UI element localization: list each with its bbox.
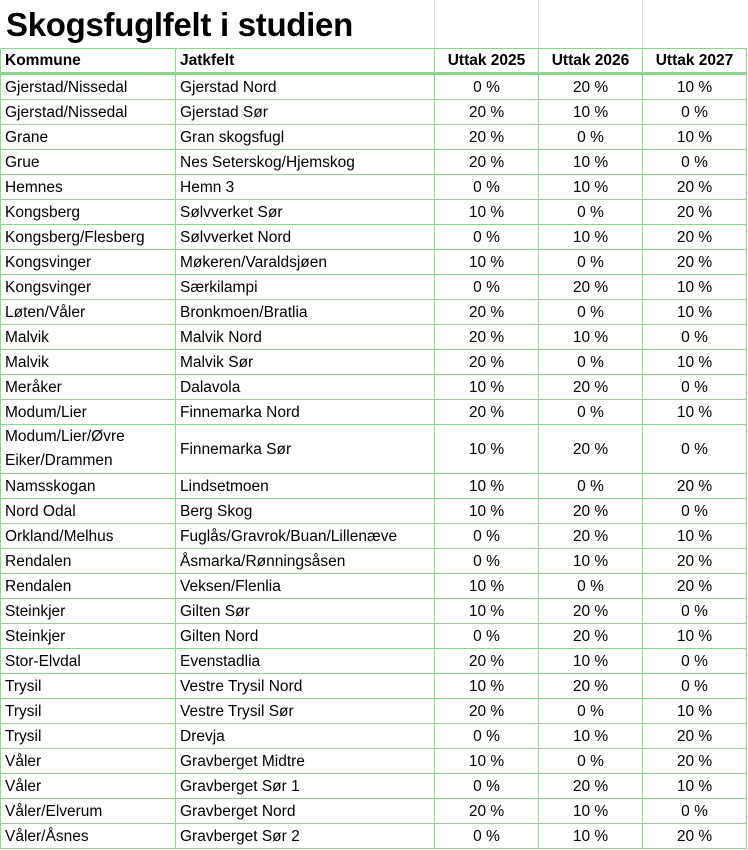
cell-uttak-2027[interactable]: 10 % xyxy=(643,350,747,375)
cell-kommune[interactable]: Kongsberg xyxy=(1,200,176,225)
cell-kommune[interactable]: Trysil xyxy=(1,699,176,724)
cell-uttak-2026[interactable]: 20 % xyxy=(539,524,643,549)
cell-uttak-2025[interactable]: 0 % xyxy=(435,175,539,200)
cell-uttak-2026[interactable]: 20 % xyxy=(539,74,643,100)
table-row xyxy=(1,799,747,824)
cell-jaktfelt[interactable]: Gjerstad Sør xyxy=(176,100,435,125)
cell-uttak-2025[interactable]: 10 % xyxy=(435,599,539,624)
header-kommune[interactable]: Kommune xyxy=(1,49,176,74)
cell-uttak-2025[interactable]: 20 % xyxy=(435,350,539,375)
cell-uttak-2027[interactable]: 20 % xyxy=(643,824,747,849)
cell-jaktfelt[interactable]: Gilten Nord xyxy=(176,624,435,649)
table-row xyxy=(1,549,747,574)
table-row xyxy=(1,824,747,849)
cell-jaktfelt[interactable]: Gilten Sør xyxy=(176,599,435,624)
cell-uttak-2025[interactable]: 10 % xyxy=(435,574,539,599)
cell-uttak-2027[interactable]: 0 % xyxy=(643,674,747,699)
cell-uttak-2027[interactable]: 0 % xyxy=(643,499,747,524)
cell-uttak-2027[interactable]: 20 % xyxy=(643,749,747,774)
cell-jaktfelt[interactable]: Gravberget Midtre xyxy=(176,749,435,774)
cell-jaktfelt[interactable]: Gravberget Nord xyxy=(176,799,435,824)
cell-uttak-2026[interactable]: 10 % xyxy=(539,225,643,250)
cell-kommune[interactable]: Rendalen xyxy=(1,574,176,599)
table-row xyxy=(1,474,747,499)
cell-uttak-2025[interactable]: 0 % xyxy=(435,624,539,649)
cell-uttak-2026[interactable]: 10 % xyxy=(539,325,643,350)
table-row xyxy=(1,275,747,300)
cell-uttak-2027[interactable]: 10 % xyxy=(643,524,747,549)
cell-jaktfelt[interactable]: Gravberget Sør 1 xyxy=(176,774,435,799)
cell-jaktfelt[interactable]: Gran skogsfugl xyxy=(176,125,435,150)
cell-jaktfelt[interactable]: Fuglås/Gravrok/Buan/Lillenæve xyxy=(176,524,435,549)
cell-kommune[interactable]: Malvik xyxy=(1,325,176,350)
cell-uttak-2026[interactable]: 10 % xyxy=(539,175,643,200)
cell-jaktfelt[interactable]: Malvik Sør xyxy=(176,350,435,375)
cell-uttak-2027[interactable]: 10 % xyxy=(643,624,747,649)
cell-kommune[interactable]: Våler/Elverum xyxy=(1,799,176,824)
cell-uttak-2026[interactable]: 0 % xyxy=(539,749,643,774)
cell-jaktfelt[interactable]: Vestre Trysil Sør xyxy=(176,699,435,724)
cell-uttak-2025[interactable]: 0 % xyxy=(435,549,539,574)
cell-kommune[interactable]: Våler xyxy=(1,774,176,799)
table-row xyxy=(1,524,747,549)
cell-uttak-2027[interactable]: 10 % xyxy=(643,275,747,300)
cell-kommune[interactable]: Grane xyxy=(1,125,176,150)
title-row xyxy=(0,0,748,48)
cell-uttak-2027[interactable]: 10 % xyxy=(643,300,747,325)
cell-kommune[interactable]: Steinkjer xyxy=(1,624,176,649)
cell-kommune[interactable]: Modum/Lier xyxy=(1,400,176,425)
cell-uttak-2025[interactable]: 0 % xyxy=(435,824,539,849)
cell-uttak-2025[interactable]: 10 % xyxy=(435,499,539,524)
cell-kommune[interactable]: Våler xyxy=(1,749,176,774)
table-row xyxy=(1,325,747,350)
table-row xyxy=(1,200,747,225)
cell-uttak-2025[interactable]: 10 % xyxy=(435,474,539,499)
cell-uttak-2026[interactable]: 0 % xyxy=(539,400,643,425)
cell-jaktfelt[interactable]: Malvik Nord xyxy=(176,325,435,350)
gridline xyxy=(538,0,539,48)
cell-uttak-2026[interactable]: 20 % xyxy=(539,499,643,524)
cell-uttak-2027[interactable]: 20 % xyxy=(643,250,747,275)
cell-uttak-2025[interactable]: 0 % xyxy=(435,524,539,549)
cell-uttak-2025[interactable]: 20 % xyxy=(435,400,539,425)
cell-uttak-2027[interactable]: 10 % xyxy=(643,699,747,724)
table-row xyxy=(1,774,747,799)
table-row xyxy=(1,649,747,674)
cell-kommune[interactable]: Kongsvinger xyxy=(1,275,176,300)
cell-uttak-2026[interactable]: 10 % xyxy=(539,549,643,574)
cell-kommune[interactable]: Trysil xyxy=(1,724,176,749)
table-row xyxy=(1,499,747,524)
cell-uttak-2027[interactable]: 10 % xyxy=(643,774,747,799)
cell-jaktfelt[interactable]: Sølvverket Sør xyxy=(176,200,435,225)
cell-kommune[interactable]: Grue xyxy=(1,150,176,175)
table-row xyxy=(1,250,747,275)
cell-jaktfelt[interactable]: Lindsetmoen xyxy=(176,474,435,499)
cell-uttak-2025[interactable]: 0 % xyxy=(435,74,539,100)
cell-uttak-2025[interactable]: 0 % xyxy=(435,724,539,749)
cell-kommune[interactable]: Gjerstad/Nissedal xyxy=(1,74,176,100)
cell-uttak-2026[interactable]: 10 % xyxy=(539,724,643,749)
cell-uttak-2027[interactable]: 20 % xyxy=(643,474,747,499)
cell-uttak-2026[interactable]: 10 % xyxy=(539,649,643,674)
page-title: Skogsfuglfelt i studien xyxy=(6,6,353,43)
cell-jaktfelt[interactable]: Drevja xyxy=(176,724,435,749)
table-row xyxy=(1,100,747,125)
cell-uttak-2025[interactable]: 20 % xyxy=(435,125,539,150)
table-row xyxy=(1,699,747,724)
cell-uttak-2025[interactable]: 20 % xyxy=(435,649,539,674)
cell-kommune[interactable]: Kongsberg/Flesberg xyxy=(1,225,176,250)
cell-jaktfelt[interactable]: Gjerstad Nord xyxy=(176,74,435,100)
cell-kommune[interactable]: Nord Odal xyxy=(1,499,176,524)
cell-jaktfelt[interactable]: Særkilampi xyxy=(176,275,435,300)
cell-kommune[interactable]: Modum/Lier/Øvre Eiker/Drammen xyxy=(1,425,176,474)
cell-jaktfelt[interactable]: Dalavola xyxy=(176,375,435,400)
cell-uttak-2025[interactable]: 10 % xyxy=(435,375,539,400)
cell-uttak-2027[interactable]: 20 % xyxy=(643,225,747,250)
cell-uttak-2026[interactable]: 20 % xyxy=(539,624,643,649)
cell-jaktfelt[interactable]: Møkeren/Varaldsjøen xyxy=(176,250,435,275)
cell-kommune[interactable]: Namsskogan xyxy=(1,474,176,499)
table-row xyxy=(1,225,747,250)
cell-uttak-2025[interactable]: 20 % xyxy=(435,699,539,724)
cell-uttak-2026[interactable]: 0 % xyxy=(539,200,643,225)
cell-uttak-2025[interactable]: 0 % xyxy=(435,774,539,799)
table-row xyxy=(1,599,747,624)
cell-jaktfelt[interactable]: Vestre Trysil Nord xyxy=(176,674,435,699)
data-table xyxy=(0,48,747,849)
cell-kommune[interactable]: Rendalen xyxy=(1,549,176,574)
cell-uttak-2026[interactable]: 0 % xyxy=(539,300,643,325)
cell-uttak-2027[interactable]: 10 % xyxy=(643,400,747,425)
table-header-row xyxy=(1,49,747,74)
cell-uttak-2025[interactable]: 10 % xyxy=(435,425,539,474)
cell-uttak-2025[interactable]: 10 % xyxy=(435,674,539,699)
cell-uttak-2026[interactable]: 0 % xyxy=(539,125,643,150)
cell-uttak-2027[interactable]: 10 % xyxy=(643,125,747,150)
cell-uttak-2027[interactable]: 20 % xyxy=(643,574,747,599)
table-row xyxy=(1,125,747,150)
cell-uttak-2025[interactable]: 20 % xyxy=(435,300,539,325)
cell-uttak-2026[interactable]: 20 % xyxy=(539,375,643,400)
cell-uttak-2027[interactable]: 0 % xyxy=(643,375,747,400)
cell-kommune[interactable]: Malvik xyxy=(1,350,176,375)
cell-uttak-2026[interactable]: 10 % xyxy=(539,100,643,125)
cell-kommune[interactable]: Gjerstad/Nissedal xyxy=(1,100,176,125)
cell-uttak-2025[interactable]: 20 % xyxy=(435,150,539,175)
cell-uttak-2026[interactable]: 10 % xyxy=(539,824,643,849)
cell-uttak-2027[interactable]: 0 % xyxy=(643,599,747,624)
cell-uttak-2025[interactable]: 10 % xyxy=(435,250,539,275)
cell-kommune[interactable]: Hemnes xyxy=(1,175,176,200)
cell-uttak-2027[interactable]: 0 % xyxy=(643,799,747,824)
cell-jaktfelt[interactable]: Gravberget Sør 2 xyxy=(176,824,435,849)
table-row xyxy=(1,300,747,325)
cell-jaktfelt[interactable]: Finnemarka Nord xyxy=(176,400,435,425)
table-row xyxy=(1,425,747,474)
cell-uttak-2026[interactable]: 20 % xyxy=(539,674,643,699)
cell-kommune[interactable]: Kongsvinger xyxy=(1,250,176,275)
cell-jaktfelt[interactable]: Berg Skog xyxy=(176,499,435,524)
gridline xyxy=(434,0,435,48)
cell-uttak-2026[interactable]: 20 % xyxy=(539,599,643,624)
cell-uttak-2026[interactable]: 20 % xyxy=(539,275,643,300)
cell-uttak-2025[interactable]: 20 % xyxy=(435,799,539,824)
header-uttak-2025[interactable]: Uttak 2025 xyxy=(435,49,539,74)
cell-kommune[interactable]: Løten/Våler xyxy=(1,300,176,325)
cell-uttak-2025[interactable]: 10 % xyxy=(435,749,539,774)
cell-jaktfelt[interactable]: Hemn 3 xyxy=(176,175,435,200)
table-row xyxy=(1,150,747,175)
header-uttak-2026[interactable]: Uttak 2026 xyxy=(539,49,643,74)
gridline xyxy=(642,0,643,48)
cell-jaktfelt[interactable]: Veksen/Flenlia xyxy=(176,574,435,599)
cell-kommune[interactable]: Stor-Elvdal xyxy=(1,649,176,674)
cell-uttak-2027[interactable]: 20 % xyxy=(643,549,747,574)
cell-kommune[interactable]: Steinkjer xyxy=(1,599,176,624)
cell-uttak-2026[interactable]: 20 % xyxy=(539,774,643,799)
cell-uttak-2025[interactable]: 0 % xyxy=(435,225,539,250)
cell-uttak-2027[interactable]: 0 % xyxy=(643,100,747,125)
cell-kommune[interactable]: Trysil xyxy=(1,674,176,699)
cell-uttak-2026[interactable]: 20 % xyxy=(539,425,643,474)
table-row xyxy=(1,749,747,774)
cell-uttak-2026[interactable]: 10 % xyxy=(539,150,643,175)
cell-uttak-2027[interactable]: 20 % xyxy=(643,175,747,200)
table-row xyxy=(1,724,747,749)
table-row xyxy=(1,624,747,649)
cell-jaktfelt[interactable]: Bronkmoen/Bratlia xyxy=(176,300,435,325)
cell-uttak-2027[interactable]: 20 % xyxy=(643,724,747,749)
table-row xyxy=(1,350,747,375)
cell-uttak-2027[interactable]: 0 % xyxy=(643,325,747,350)
cell-uttak-2027[interactable]: 10 % xyxy=(643,74,747,100)
cell-kommune[interactable]: Våler/Åsnes xyxy=(1,824,176,849)
cell-uttak-2025[interactable]: 20 % xyxy=(435,100,539,125)
cell-uttak-2026[interactable]: 0 % xyxy=(539,350,643,375)
cell-jaktfelt[interactable]: Sølvverket Nord xyxy=(176,225,435,250)
cell-jaktfelt[interactable]: Finnemarka Sør xyxy=(176,425,435,474)
table-row xyxy=(1,375,747,400)
table-row xyxy=(1,674,747,699)
cell-uttak-2027[interactable]: 0 % xyxy=(643,649,747,674)
table-row xyxy=(1,574,747,599)
cell-uttak-2027[interactable]: 20 % xyxy=(643,200,747,225)
cell-uttak-2025[interactable]: 10 % xyxy=(435,200,539,225)
cell-uttak-2026[interactable]: 10 % xyxy=(539,799,643,824)
cell-uttak-2026[interactable]: 0 % xyxy=(539,574,643,599)
table-row xyxy=(1,400,747,425)
cell-uttak-2026[interactable]: 0 % xyxy=(539,250,643,275)
header-uttak-2027[interactable]: Uttak 2027 xyxy=(643,49,747,74)
cell-uttak-2027[interactable]: 0 % xyxy=(643,425,747,474)
cell-kommune[interactable]: Orkland/Melhus xyxy=(1,524,176,549)
cell-uttak-2025[interactable]: 0 % xyxy=(435,275,539,300)
table-row xyxy=(1,74,747,100)
cell-uttak-2026[interactable]: 0 % xyxy=(539,474,643,499)
cell-jaktfelt[interactable]: Evenstadlia xyxy=(176,649,435,674)
cell-kommune[interactable]: Meråker xyxy=(1,375,176,400)
cell-uttak-2026[interactable]: 0 % xyxy=(539,699,643,724)
cell-uttak-2027[interactable]: 0 % xyxy=(643,150,747,175)
cell-uttak-2025[interactable]: 20 % xyxy=(435,325,539,350)
cell-jaktfelt[interactable]: Nes Seterskog/Hjemskog xyxy=(176,150,435,175)
table-row xyxy=(1,175,747,200)
header-jaktfelt[interactable]: Jatkfelt xyxy=(176,49,435,74)
cell-jaktfelt[interactable]: Åsmarka/Rønningsåsen xyxy=(176,549,435,574)
